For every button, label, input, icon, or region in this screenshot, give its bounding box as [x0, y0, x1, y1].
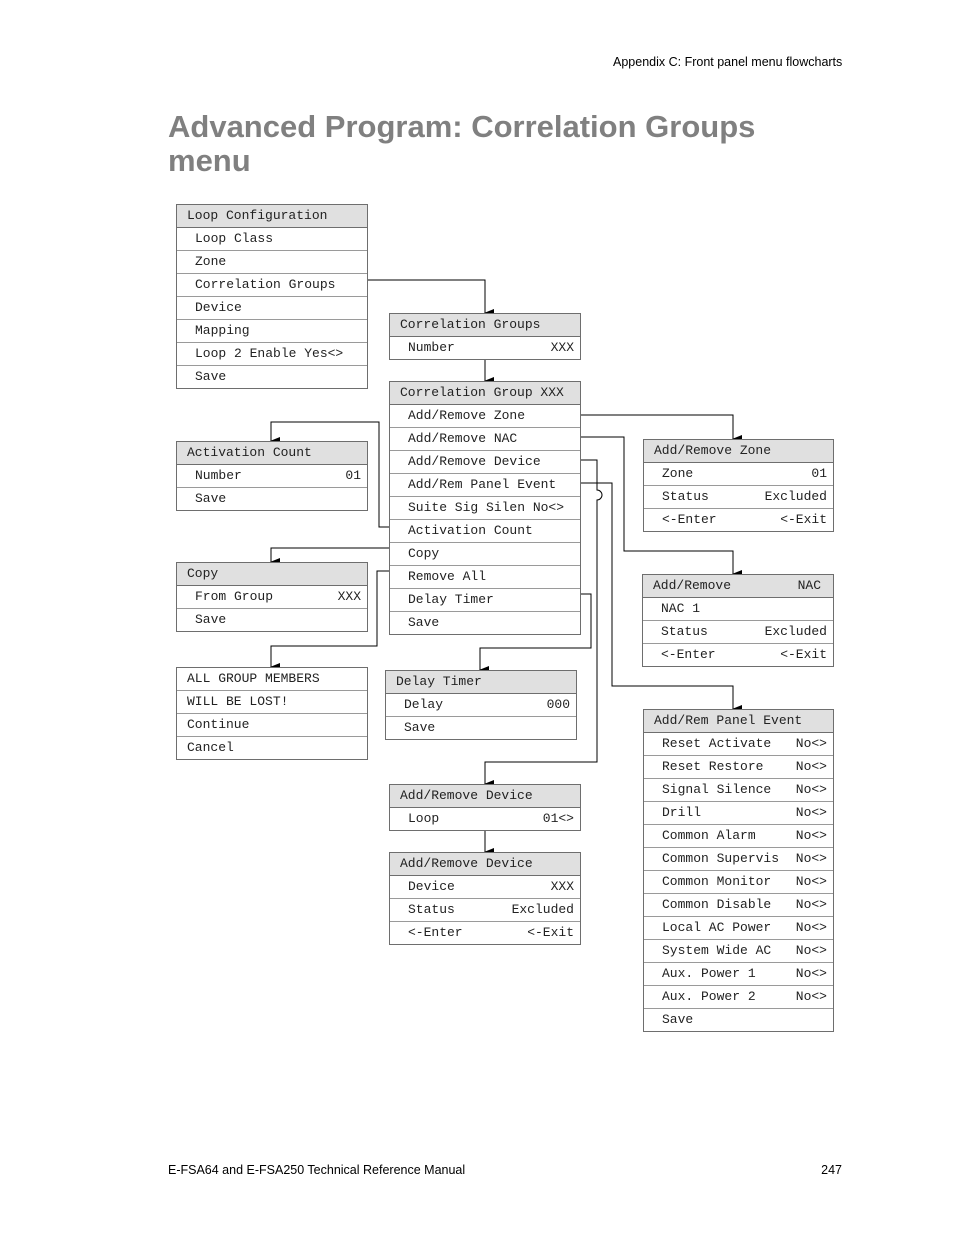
- enter-key-hint: <-Enter: [408, 925, 463, 940]
- menu-item-cancel[interactable]: Cancel: [177, 737, 367, 759]
- warning-line-1: ALL GROUP MEMBERS: [177, 668, 367, 691]
- add-remove-device-loop-menu: [389, 784, 581, 831]
- zone-enter-exit-row[interactable]: [644, 509, 833, 531]
- loop-configuration-menu: [176, 204, 368, 389]
- panel-event-common-monitor[interactable]: Common Monitor No<>: [644, 871, 833, 894]
- panel-event-aux-power-2[interactable]: Aux. Power 2 No<>: [644, 986, 833, 1009]
- menu-item-loop-class[interactable]: Loop Class: [177, 228, 367, 251]
- menu-item-save[interactable]: Save: [644, 1009, 833, 1031]
- loop-field[interactable]: Loop 01<>: [390, 808, 580, 830]
- correlation-group-menu: [389, 381, 581, 635]
- menu-item-save[interactable]: Save: [177, 488, 367, 510]
- footer-page-number: 247: [821, 1163, 842, 1177]
- connector-to-copy: [271, 548, 389, 562]
- menu-item-save[interactable]: Save: [177, 609, 367, 631]
- add-remove-nac-title: Add/Remove NAC: [643, 575, 833, 598]
- copy-from-group-field[interactable]: From Group XXX: [177, 586, 367, 609]
- panel-event-reset-activate[interactable]: Reset Activate No<>: [644, 733, 833, 756]
- menu-item-add-remove-device[interactable]: Add/Remove Device: [390, 451, 580, 474]
- correlation-groups-title: Correlation Groups: [390, 314, 580, 337]
- add-remove-nac-menu: [642, 574, 834, 667]
- activation-count-number-field[interactable]: Number 01: [177, 465, 367, 488]
- correlation-group-title: Correlation Group XXX: [390, 382, 580, 405]
- page-title: Advanced Program: Correlation Groups menu: [168, 109, 756, 178]
- menu-item-device[interactable]: Device: [177, 297, 367, 320]
- exit-key-hint: <-Exit: [780, 647, 827, 662]
- delay-field[interactable]: Delay 000: [386, 694, 576, 717]
- menu-item-suite-sig-silen[interactable]: Suite Sig Silen No<>: [390, 497, 580, 520]
- correlation-group-number-field[interactable]: Number XXX: [390, 337, 580, 359]
- menu-item-remove-all[interactable]: Remove All: [390, 566, 580, 589]
- panel-event-drill[interactable]: Drill No<>: [644, 802, 833, 825]
- menu-item-add-remove-nac[interactable]: Add/Remove NAC: [390, 428, 580, 451]
- delay-timer-menu: [385, 670, 577, 740]
- menu-item-mapping[interactable]: Mapping: [177, 320, 367, 343]
- menu-item-save[interactable]: Save: [177, 366, 367, 388]
- add-remove-zone-menu: [643, 439, 834, 532]
- menu-item-loop-2-enable[interactable]: Loop 2 Enable Yes<>: [177, 343, 367, 366]
- menu-item-activation-count[interactable]: Activation Count: [390, 520, 580, 543]
- panel-event-common-disable[interactable]: Common Disable No<>: [644, 894, 833, 917]
- panel-event-common-alarm[interactable]: Common Alarm No<>: [644, 825, 833, 848]
- panel-event-menu: [643, 709, 834, 1032]
- menu-item-save[interactable]: Save: [386, 717, 576, 739]
- menu-item-add-remove-zone[interactable]: Add/Remove Zone: [390, 405, 580, 428]
- menu-item-delay-timer[interactable]: Delay Timer: [390, 589, 580, 612]
- device-enter-exit-row[interactable]: [390, 922, 580, 944]
- add-remove-device-title: Add/Remove Device: [390, 853, 580, 876]
- panel-event-aux-power-1[interactable]: Aux. Power 1 No<>: [644, 963, 833, 986]
- panel-event-system-wide-ac[interactable]: System Wide AC No<>: [644, 940, 833, 963]
- activation-count-menu: [176, 441, 368, 511]
- panel-event-title: Add/Rem Panel Event: [644, 710, 833, 733]
- menu-item-continue[interactable]: Continue: [177, 714, 367, 737]
- copy-menu: [176, 562, 368, 632]
- menu-item-correlation-groups[interactable]: Correlation Groups: [177, 274, 367, 297]
- activation-count-title: Activation Count: [177, 442, 367, 465]
- add-remove-device-loop-title: Add/Remove Device: [390, 785, 580, 808]
- nac-selector[interactable]: NAC 1: [643, 598, 833, 621]
- menu-item-add-rem-panel-event[interactable]: Add/Rem Panel Event: [390, 474, 580, 497]
- zone-status-field[interactable]: Status Excluded: [644, 486, 833, 509]
- enter-key-hint: <-Enter: [662, 512, 717, 527]
- loop-configuration-title: Loop Configuration: [177, 205, 367, 228]
- panel-event-reset-restore[interactable]: Reset Restore No<>: [644, 756, 833, 779]
- exit-key-hint: <-Exit: [780, 512, 827, 527]
- menu-item-copy[interactable]: Copy: [390, 543, 580, 566]
- nac-status-field[interactable]: Status Excluded: [643, 621, 833, 644]
- copy-title: Copy: [177, 563, 367, 586]
- menu-item-save[interactable]: Save: [390, 612, 580, 634]
- panel-event-common-supervis[interactable]: Common Supervis No<>: [644, 848, 833, 871]
- remove-all-warning: [176, 667, 368, 760]
- running-header: Appendix C: Front panel menu flowcharts: [613, 55, 843, 69]
- panel-event-signal-silence[interactable]: Signal Silence No<>: [644, 779, 833, 802]
- footer-manual-title: E-FSA64 and E-FSA250 Technical Reference Manual: [168, 1163, 466, 1177]
- connector-loop-to-corr-groups: [368, 280, 485, 313]
- menu-item-zone[interactable]: Zone: [177, 251, 367, 274]
- correlation-groups-menu: [389, 313, 581, 360]
- nac-enter-exit-row[interactable]: [643, 644, 833, 666]
- add-remove-zone-title: Add/Remove Zone: [644, 440, 833, 463]
- exit-key-hint: <-Exit: [527, 925, 574, 940]
- device-status-field[interactable]: Status Excluded: [390, 899, 580, 922]
- connector-to-add-zone: [581, 415, 733, 439]
- enter-key-hint: <-Enter: [661, 647, 716, 662]
- delay-timer-title: Delay Timer: [386, 671, 576, 694]
- add-remove-device-menu: [389, 852, 581, 945]
- panel-event-local-ac-power[interactable]: Local AC Power No<>: [644, 917, 833, 940]
- warning-line-2: WILL BE LOST!: [177, 691, 367, 714]
- zone-field[interactable]: Zone 01: [644, 463, 833, 486]
- device-field[interactable]: Device XXX: [390, 876, 580, 899]
